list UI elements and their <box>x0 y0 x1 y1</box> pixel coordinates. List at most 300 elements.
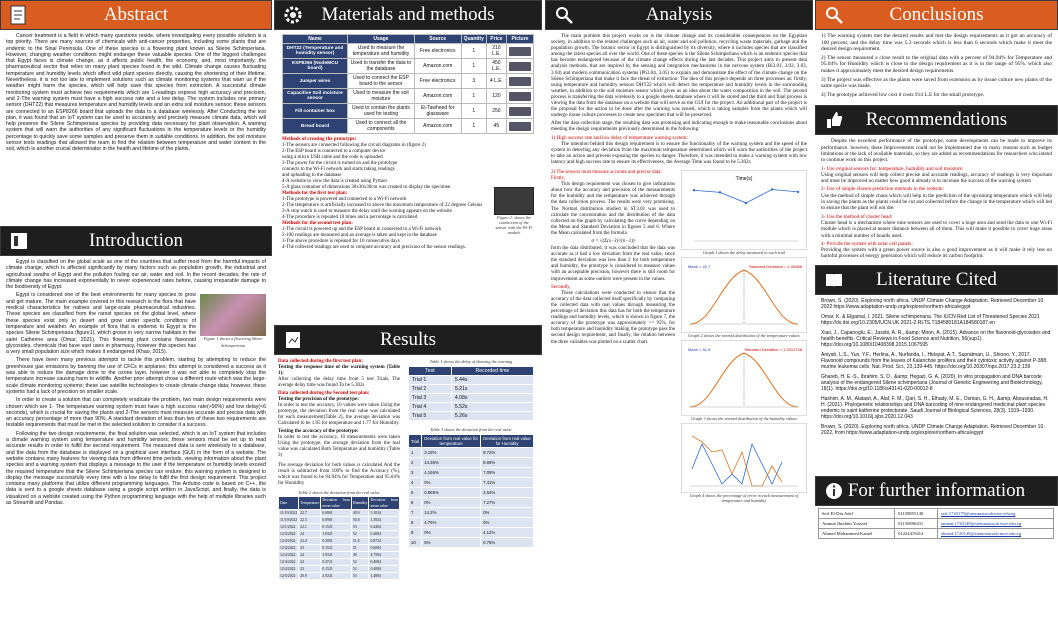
table-3-cell: 14.2% <box>422 508 481 518</box>
analysis-heading-2: 2) The sensors must measure accurate and precise data: <box>551 169 662 175</box>
further-title: For further information <box>847 479 1026 501</box>
intro-paragraph-3: There have been many previous attempts to tackle this problem, starting by attempting to reduce the greenhouse gas emissions by banning the use of CFCs in airplanes; this attempt is considered a success as it was able to reduce the damage done to the ozone layer, however it was not able to completely stop the temperature increase causing harm to wildlife. Another prior attempt chose a different route which was the large-scale climate monitoring systems; these use satellite technologies to create climate change data; however, these systems had a lack of precision on smaller scale. <box>6 357 266 395</box>
table-2-cell: 52 <box>351 531 369 538</box>
materials-cell: 4 L.E. <box>486 74 506 89</box>
table-3-cell: 0% <box>422 498 481 508</box>
table-2-cell: 0.6084 <box>369 545 400 552</box>
results-section <box>274 357 542 582</box>
graph-1-point <box>693 189 695 191</box>
table-2-cell: 1.4884 <box>369 573 400 580</box>
table-2-cell: 20.9 <box>299 573 321 580</box>
magnifier-icon <box>818 1 850 29</box>
materials-cell: Bread board <box>283 119 348 134</box>
graph-4 <box>681 423 807 493</box>
abstract-header <box>0 0 272 30</box>
table-3 <box>408 434 534 548</box>
rec-heading-4: 4- Provide the system with solar cell panels: <box>821 240 913 247</box>
analysis-paragraph-3: The intention behind this design requirement is to ensure the functionality of the warning system and the speed of the system in detecting any deviation from the maximum temperature determined which will warn the authorities of the project to take an action and prevent exposing the species to danger. Therefore, it was intended to make a warning system with low latency and high success rate to ensure its effectiveness, the Average Time was found to be 5.302s <box>551 140 807 165</box>
materials-cell: 1 <box>461 119 486 134</box>
table-3-cell: 1 <box>409 448 422 458</box>
table-2-cell: 24 <box>299 531 321 538</box>
table-3-row <box>409 508 534 518</box>
rec-paragraph-4: Providing the system with a green power source is also a good improvement as it will make it rely less on harmful processes of energy generation which will reduce its carbon footprint. <box>821 247 1052 260</box>
contact-cell: Ammar Ibrahim Youssef <box>819 518 895 528</box>
results-second-body: In order to test the accuracy, 10 values were taken Using the prototype, the deviation from the real value was calculated for each measurement(Table 2), the average deviation was Calculated to be 1.05 for temperature and 1.77 for Humidity. <box>278 403 400 426</box>
analysis-text-top <box>545 30 813 170</box>
table-3-cell: 5% <box>422 538 481 548</box>
rec-intro: Despite the excellent performance of the prototype, some developments can be made to improve its performance. however, these Improvements could not be implemented due to many reasons such as budget limitations or the lack of available materials, so they are added as recommendations for researchers who intend to continue work on this project. <box>821 138 1052 164</box>
table-1-cell: Trial 5 <box>409 412 452 421</box>
graph-3-mean: Mean = 51.5 <box>688 346 711 352</box>
results-second-sub: Testing the precision of the prototype: <box>278 397 359 402</box>
column-2 <box>274 0 542 628</box>
rec-paragraph-1: Using original sensors will help collect precise and accurate readings, accuracy of readings is very important and must be improved no matter how good it already is to increase the success of the warning system <box>821 171 1052 185</box>
table-2-cell: 22 <box>299 559 321 566</box>
materials-cell: 1 <box>461 89 486 104</box>
table-3-row <box>409 528 534 538</box>
method-step: 1-The prototype is powered and connected to a Wi-Fi network <box>282 197 407 202</box>
table-2-row <box>279 545 400 552</box>
method-step: 2-The temperature is artificially increased to above the maximum temperature of 22 degrees Celsius <box>282 203 483 208</box>
table-2-cell: 51 <box>351 545 369 552</box>
intro-paragraph-2: Egypt is considered one of the best environments for many species to grow and get mature. The main example covered in this research is the flora that have medical characteristics for natives and large-scale pharmaceutical industries. These species are classified from the rarest species on the global level, where these species exist only in desert and grow under specific conditions of temperature and weather. An example of flora that is endemic to Egypt is the species Silene Schimperiana (figure1), which grows in very narrow habitats in the saint Catherine area (Omar, 2021). This flowering plant contains flavonoid glycosides, chemicals that have vast uses in pharmacy, however this species has a very small population size which makes it endangered (Khao, 2015). <box>6 292 196 356</box>
table-3-row <box>409 518 534 528</box>
reference-item: Ghareb, H. E.-S., Ibrahim, S. D., &amp; Hegazi, G. A. (2020). In vitro propagation and DNA barcode analysis of the endangered Silene schimperiana (Journal of Genetic Engineering and Biotechnology, 18(1). https://doi.org/10.1186/s43141-020-00012-8 <box>821 373 1043 392</box>
table-2-header-cell: Deviation from mean value <box>370 498 398 508</box>
materials-cell: El-Tawheed for glassware <box>414 104 461 119</box>
table-2-cell: 0.4084 <box>369 559 400 566</box>
introduction-icon <box>3 227 35 255</box>
results-third-body-2: The average deviation for both values is calculated And the result is subtracted from 100% to find the Accuracy (%), which was found to be 94.94% for Temperature and 95.04% for Humidity <box>278 463 400 486</box>
thumbs-up-icon <box>818 106 850 134</box>
table-3-cell: 2 <box>409 458 422 468</box>
table-2-cell: 53 <box>351 524 369 531</box>
component-picture <box>506 74 533 89</box>
table-2-cell: 12/4/2022 <box>279 552 299 559</box>
graph-3-caption: Graph 3 shows the normal distribution of the humidity values <box>691 415 797 421</box>
silene-flower-image <box>200 294 266 336</box>
table-2-cell: 12/5/2022 <box>279 573 299 580</box>
table-2-cell: 51.6 <box>351 538 369 545</box>
table-3-row <box>409 448 534 458</box>
materials-cell: 120 <box>486 89 506 104</box>
graph-2-mean: Mean = 22.7 <box>688 263 711 269</box>
materials-cell: Used to measure the soil moisture <box>348 89 415 104</box>
table-3-cell: 3.18% <box>422 448 481 458</box>
table-2 <box>278 496 400 580</box>
table-2-row <box>279 510 400 517</box>
materials-cell: 250 <box>486 104 506 119</box>
column-4 <box>815 0 1058 628</box>
table-2-cell: 12/4/2022 <box>279 566 299 573</box>
materials-cell: 3 <box>461 74 486 89</box>
materials-cell: Used to measure the temperature and humidity <box>348 44 415 59</box>
table-3-cell: 14.36% <box>422 458 481 468</box>
component-picture <box>506 44 533 59</box>
rec-heading-3: 3- Use the method of cluster head: <box>821 213 893 220</box>
table-2-cell: 53 <box>351 573 369 580</box>
table-3-cell: 0% <box>481 518 534 528</box>
results-text <box>274 357 404 582</box>
table-1-cell: Trial 4 <box>409 403 452 412</box>
graph-3-sd: Standard Deviation = 1.3312748 <box>744 346 802 352</box>
table-1-header-cell: Test <box>409 367 452 376</box>
column-3 <box>545 0 813 628</box>
table-3-header-cell: Deviation from real value for Humidity <box>481 435 534 448</box>
figure-2 <box>494 187 534 251</box>
reference-item: Xiao, J., Capanoglu, E., Jassbi, A. R., &amp; Miron, A. (2015). Advance on the flavonoid-glycosides and health benefits. Critical Reviews in Food Science and Nutrition, 56(sup1). https://doi.org/10.1080/10408398.2015.1067595 <box>821 329 1051 348</box>
materials-row <box>283 119 534 134</box>
abstract-icon <box>3 1 35 29</box>
table-1-row <box>409 403 534 412</box>
materials-cell: Jumper wires <box>283 74 348 89</box>
table-3-cell: 7.05% <box>481 468 534 478</box>
analysis-heading-1: 1) High success rate and low delay of temperature warning system: <box>551 134 688 141</box>
intro-paragraph-5: Following the two design requirements, the final solution was selected, which is an IoT system that includes a climate warning system using temperature and humidity sensors; these sensors must be set up to read accurate results in order to fulfill the second requirement. The measured data is sent wirelessly to a database, and the data from the database is displayed on a graphical user interface (GUI) in the form of a website. The website contains many features for viewing data from different time periods, viewing information about the plant species and a warning system that displays a message to the user if the temperature or humidity levels exceed the required temperature that the Silene Schimperiana species can endure; this warning system is designed to display the message successfully every time with a low delay to fulfil the first design requirement. This project contains many platforms that utilize different programming languages. The Arduino code is based on C++, the data is sent to a google sheets database using a google script written in JavaScript, and finally, the data is visualized on a website created using the Python programming language with the help of multiple libraries such as Streamlit and Pandas. <box>6 430 266 506</box>
figure-1 <box>200 294 266 349</box>
table-2-cell: 23 <box>299 566 321 573</box>
table-3-cell: 0.76% <box>481 538 534 548</box>
table-3-row <box>409 458 534 468</box>
graph-3-svg <box>682 341 806 415</box>
component-picture <box>506 59 533 74</box>
column-1 <box>0 0 272 628</box>
graph-3 <box>681 340 807 416</box>
info-icon <box>818 477 850 505</box>
graph-1-line <box>694 189 798 202</box>
component-picture <box>506 104 533 119</box>
table-3-cell: 2.64% <box>481 488 534 498</box>
table-3-row <box>409 498 534 508</box>
analysis-secondly: Secondly, <box>551 284 571 290</box>
table-3-cell: 0.869% <box>422 488 481 498</box>
conclusion-item: 1) The warning system met the desired results and met the design requirements as it got an accuracy of 100 percent, and the delay time was 5.3 seconds which is less than 6 seconds which make it meet the desired design requirement. <box>821 33 1052 53</box>
graph-4-svg <box>682 424 806 492</box>
table-2-cell: 12/1/2022 <box>279 524 299 531</box>
table-2-cell: 0.4721 <box>321 559 352 566</box>
table-2-cell: 12/4/2022 <box>279 538 299 545</box>
table-3-row <box>409 478 534 488</box>
abstract-title: Abstract <box>103 4 169 25</box>
introduction-body <box>0 256 272 511</box>
graph-1 <box>681 170 807 250</box>
results-icon <box>277 326 309 354</box>
table-3-cell: 8.99% <box>481 458 534 468</box>
table-3-cell: 4.12% <box>481 528 534 538</box>
method-step: 2-100 readings are measured and an average is taken and kept in the database <box>282 233 437 238</box>
analysis-header <box>545 0 813 30</box>
table-3-header-cell: Deviation from real value for temperature <box>422 435 481 448</box>
analysis-paragraph-2: After the data collection stage, the resulting data was promising and indicating enough to make reasonable conclusions about meeting the design requirements previously determined in the following: <box>551 120 807 133</box>
introduction-title: Introduction <box>89 230 183 251</box>
table-2-cell: 0.0001 <box>321 510 352 517</box>
table-2-row <box>279 538 400 545</box>
table-2-cell: 1.9321 <box>321 531 352 538</box>
table-2-row <box>279 573 400 580</box>
abstract-body <box>0 30 272 226</box>
table-2-cell: 0.4084 <box>369 531 400 538</box>
table-2-cell: 23 <box>299 545 321 552</box>
table-2-row <box>279 531 400 538</box>
magnifier-icon <box>548 1 580 29</box>
materials-cell: Amazon.com <box>414 89 461 104</box>
table-2-row <box>279 566 400 573</box>
contact-row <box>819 518 1054 528</box>
materials-row <box>283 59 534 74</box>
literature-body <box>815 295 1058 476</box>
table-2-header-cell: Deviation from mean value <box>322 498 350 508</box>
method-step: 4-The collected readings are used to compute accuracy and precision of the sensor readings. <box>282 245 467 250</box>
table-1-row <box>409 376 534 385</box>
analysis-paragraph-6: These calculations were conducted to ensure that the accuracy of the data collected itself specifically by comparing the collected data with real values through measuring the percentage of deviation this data has for both the temperature readings and humidity levels, which is shown in figure 7, the accuracy of the prototype was approximately >= 95%, for both temperature and humidity making the prototype pass the second design requirement, and finally, the relation between the three variables was plotted on a scatter chart. <box>551 290 675 345</box>
materials-cell: 450 L.E. <box>486 59 506 74</box>
table-3-cell: 7.27% <box>481 498 534 508</box>
graph-1-point <box>771 188 773 190</box>
contact-email-link[interactable]: ammar.1720148@stemmatrouh.moe.edu.eg <box>937 518 1053 528</box>
table-2-cell: 12/4/2022 <box>279 559 299 566</box>
rec-paragraph-3: Cluster head is a mechanism where nine sensors are used to cover a huge area and send the data to one Wi-Fi module which is placed at nearer distance between all of them. This will make it possible to cover huge areas with a minimal number of boards used. <box>821 219 1052 239</box>
analysis-paragraph-5: form the data distributed, it was concluded that the data was accurate as it had a low deviation from the real value, since the standard deviation was less than 2 for both temperature and humidity, the prototype is considered to measure values with an acceptable precision, however there is still room for improvement as some outliers were present in the values. <box>551 246 675 282</box>
method-step: 4-A website to view the data is created using Python <box>282 179 387 184</box>
graph-1-point <box>719 191 721 193</box>
table-2-cell: 22.1 <box>299 524 321 531</box>
materials-cell: Fill container box <box>283 104 348 119</box>
materials-cell: Free electronics <box>414 44 461 59</box>
materials-cell: Free electronics <box>414 74 461 89</box>
table-1-cell: Trial 2 <box>409 385 452 394</box>
materials-cell: Amazon.com <box>414 119 461 134</box>
table-2-cell: 0.1521 <box>321 545 352 552</box>
recommendations-body <box>815 135 1058 264</box>
materials-cell: 1 <box>461 59 486 74</box>
table-2-cell: 52 <box>351 559 369 566</box>
table-1-cell: 4.08s <box>451 394 533 403</box>
materials-cell: Used to contain the plants used for testing <box>348 104 415 119</box>
table-3-cell: 10 <box>409 538 422 548</box>
gear-icon <box>277 1 309 29</box>
table-2-cell: 1.9321 <box>321 552 352 559</box>
table-2-cell: 50.8 <box>351 517 369 524</box>
graph-2-caption: Graph 2 shows the normal distribution of the temperature values <box>688 332 800 338</box>
component-picture <box>506 119 533 134</box>
table-1-header-cell: Recorded time <box>451 367 533 376</box>
contact-cell: Ahmed Mohammed Kamel <box>819 528 895 538</box>
literature-title: Literature Cited <box>876 268 997 290</box>
analysis-text-left <box>551 170 675 503</box>
methods-title: Methods of creating the prototype: <box>282 137 357 142</box>
table-2-header-cell: Temperature <box>299 497 321 510</box>
table-3-row <box>409 538 534 548</box>
materials-cell: 210 L.E. <box>486 44 506 59</box>
materials-header-cell: Price <box>486 35 506 44</box>
method-step: 1-The sensors are connected following the circuit diagrams in (figure 2) <box>282 143 426 148</box>
reference-item: Hashim, A. M., Alatawi, A., Alaf, F. M., Qari, S. H., Elhady, M. E., Osman, G. H., &amp; Abouseadaa, H. H. (2021). Phylogenetic relationships and DNA barcoding of nine endangered medicinal plant species endemic to saint katherine protectorate. Saudi Journal of Biological Sciences, 28(3), 1919–1930. https://doi.org/10.1016/j.sjbs.2020.12.043 <box>821 395 1049 420</box>
table-2-cell: 0.0901 <box>321 517 352 524</box>
method-step: connects to the Wi-Fi network and starts taking readings <box>282 167 395 172</box>
table-1 <box>408 366 534 421</box>
book-icon <box>818 266 850 294</box>
table-1-cell: 5.52s <box>451 403 533 412</box>
materials-row <box>283 89 534 104</box>
table-2-caption: Table 2 shows the deviation from the real value <box>298 490 380 495</box>
rec-heading-1: 1- Use original sensors for: temperature, humidity and soil moisture: <box>821 165 964 172</box>
abstract-paragraph: Cancer treatment is a field in which many questions reside, where investigating every possible solution is a top priority. There are many sources of chemicals with anti-cancer properties, including some plants that are endemic to the Sinai Peninsula. One of these species is a flowering plant known as Silene Schimperiana. However, changing weather conditions might endanger these valuable species. One of the biggest challenges that Egypt faces is climate change, as it affects public health, the economy, and, most importantly, the pharmaceutical sector that relies on many plant species found in the wild. Climate change causes fluctuating temperature and humidity levels which affect wild plant species directly, causing the shortening of their lifetime. Nevertheless, it is not too late to implement solutions such as climate monitoring systems that warn us if the weather might harm the species, which will help save this species from extinction. A successful climate monitoring system must achieve two requirements which are 1-readings express high accuracy and precision, and 2-The warning system must have a high success rate and a low delay. The system includes one primary sensor (DHT22) that measures temperature and humidity levels and an extra soil moisture sensor; these sensors are connected to an ESP8266 board that uploads the data to a database wirelessly. After Conducting the test plan, it was found that an IoT system can be used to accurately and precisely measure climate data, which will help preserve the Silene Schimperiana species by providing data necessary for plant observation. A warning system that will warn the authorities of any significant fluctuations in the temperature levels or the humidity percentage to quickly save some samples and preserve them in suitable conditions. In addition, the soil moisture sensor tests readings that allowed the team to find the relation between temperature and water content in the soil, which is another crucial determinator in the health and lifetime of the plants. <box>6 33 266 153</box>
table-3-cell: 0% <box>481 508 534 518</box>
methods-text <box>282 137 491 251</box>
table-3-cell: 9.72% <box>481 448 534 458</box>
method-step: 1-The circuit is powered up and the ESP board in connected to a Wi-Fi network <box>282 227 442 232</box>
reference-item: Brown, S. (2020). Exploring north africa. UNDP Climate Change Adaptation. Retrieved December 10, 2022, from https://www.adaptation-undp.org/explore/northern-africa/egypt <box>821 423 1045 436</box>
recommendations-title: Recommendations <box>865 109 1008 131</box>
materials-cell: Used to transfer the data to the database <box>348 59 415 74</box>
table-3-caption: Table 3 shows the deviation from the real value <box>430 427 512 432</box>
sd-formula: σ = √(Σ(x−x̄)²/(n−1)) <box>591 239 635 244</box>
conclusion-item: 4) The prototype achieved low cost it costs 914 L.E for the small prototype. <box>821 91 985 98</box>
rec-heading-2: 2- Use of simple chosen prediction methods in the website: <box>821 186 944 193</box>
table-2-cell: 12/4/2022 <box>279 545 299 552</box>
table-2-row <box>279 524 400 531</box>
table-3-cell: 4.76% <box>422 518 481 528</box>
table-2-cell: 1.3924 <box>369 517 400 524</box>
rec-paragraph-2: Use the method of simple chaos which will help in the prediction of the upcoming temperature which will help in saving the plants as the plants could be cut and collected before the change in the temperature which will led to ensure that the plant will not die. <box>821 192 1052 212</box>
analysis-title: Analysis <box>645 4 713 25</box>
materials-cell: Used to connect all the components <box>348 119 415 134</box>
table-2-header-cell: Date <box>279 497 299 510</box>
method-step: 2-The ESP board is connected to a computer device <box>282 149 386 154</box>
table-3-cell: 4 <box>409 478 422 488</box>
table-1-row <box>409 412 534 421</box>
intro-paragraph-4: In order to create a solution that can completely eradicate the problem, two main design requirements were chosen which are 1- The temperature warning system must have a high success rate(>90%) and low delay(<6 seconds), which is crucial for saving the plants and 2-The sensors must measure accurate and precise data with an accuracy percentage of more than 90%. A standard deviation of less than two of these two requirements are testable requirements that must be met in the selected solution to consider it a success. <box>6 397 266 429</box>
second-plan-title: Methods for the second test plan: <box>282 221 353 226</box>
method-step: 3-The power for the circuit is turned on and the prototype <box>282 161 398 166</box>
table-3-cell: 7.41% <box>481 478 534 488</box>
table-3-cell: 6 <box>409 498 422 508</box>
table-1-caption: Table 1 shows the delay of showing the warning <box>429 359 513 364</box>
figure-2-caption: Figure 2: shows the connection of the sensor with the Wi-Fi module <box>495 215 533 235</box>
table-1-cell: 5.44s <box>451 376 533 385</box>
materials-header-cell: Quantity <box>461 35 486 44</box>
results-third-sub: Testing the accuracy of the prototype: <box>278 429 359 434</box>
materials-row <box>283 104 534 119</box>
reference-item: Brown, S. (2020). Exploring north africa. UNDP Climate Change Adaptation. Retrieved December 10, 2022 https://www.adaptation-undp.org/explore/northern-africa/egypt <box>821 297 1045 310</box>
materials-cell: 1 <box>461 44 486 59</box>
table-3-header-cell: Trial <box>409 435 422 448</box>
table-2-cell: 52 <box>351 566 369 573</box>
graph-1-svg <box>682 171 806 249</box>
method-step: and uploading to the database <box>282 173 342 178</box>
materials-cell: Capacitive Soil moisture sensor <box>283 89 348 104</box>
materials-header <box>274 0 542 30</box>
table-1-cell: Trial 3 <box>409 394 452 403</box>
graph-4-caption: Graph 4 shows the percentage of error in each measurement of temperature and humidity <box>689 492 799 503</box>
table-2-cell: 3.1034 <box>369 510 400 517</box>
table-2-row <box>279 517 400 524</box>
table-2-row <box>279 552 400 559</box>
table-2-cell: 0.8724 <box>369 538 400 545</box>
materials-cell: 1 <box>461 104 486 119</box>
first-plan-title: Methods for the first test plan: <box>282 191 348 196</box>
table-2-cell: 49.9 <box>351 510 369 517</box>
results-second-head: Data collected during the Second test plan: <box>278 391 370 396</box>
recommendations-header <box>815 105 1058 135</box>
method-step: 3-The above procedure is repeated for 10 consecutive days <box>282 239 400 244</box>
table-3-cell: 0% <box>422 528 481 538</box>
contact-cell: 01224419414 <box>895 528 938 538</box>
contact-table <box>818 508 1054 539</box>
analysis-firstly: Firstly, <box>551 176 565 182</box>
table-2-cell: 22.4 <box>299 538 321 545</box>
conclusions-title: Conclusions <box>889 4 984 25</box>
table-1-cell: Trial 1 <box>409 376 452 385</box>
table-3-cell: 5 <box>409 488 422 498</box>
graph-2-sd: Standard Deviation = 1.06386 <box>748 263 802 269</box>
table-2-row <box>279 559 400 566</box>
results-tables <box>404 357 538 582</box>
analysis-paragraph-1: The main problem this project works on is the climate change and its considerable consequences on the Egyptian society, in addition to the related challenges such as air, water and soil pollution, recycling waste materials, garbage and the population growth. The botanic sector in Egypt is distinguished by its diversity, where it includes species that are classified among the rarest species all over the world. One of these species is the Silene Schimperiana which is an endemic species that has become endangered because of the climate change effects during the last decades. This project aims to present data analysis methods, that are inspired by the sensing and integration mechanisms in the nervous system (Bi3.01, 3.02, 3.03, 3.04) and modern communication systems (Ph3.04, 3.05) to explain and demonstrate the effect of the climate change on the Silene Schimperiana that make it face the threat of extinction. The idea of this project depends on three processes as: firstly, using temperature and humidity sensors DHT22 which will detect the temperature and humidity levels in the surrounding weather, in addition to the soil moisture sensor which gives us an idea about the water composition in the soil. The second process is transferring the data wirelessly to a google sheets database where it will be stored and the third and final process is viewing the data from the database on a website that will serve as the GUI for the project. An additional part of the project is the proposal for the action to be done after the warning was issued, which is taking samples from the plants which will undergo tissue culture processes to create new specimen that will be preserved. <box>551 33 807 119</box>
conclusion-item: 2) The sensor measured a close result to the original data with a percent of 94.94% for Temperature and 95.04% for Humidity which is close to the design requirement as it is in the range of 95%. which also makes it approximately meet the desired design requirements. <box>821 54 1052 74</box>
table-3-cell: 7 <box>409 508 422 518</box>
conclusions-body <box>815 30 1058 103</box>
reference-item: Aniyah, L.S., Yun, Y.F., Herlina, A., Nurfarida, I., Hidayat, A.T., Supratman, U., Shiono, Y., 2017. Flavonoid compounds from the leaves of Kalanchoe prolifera and their cytotoxic activity against P-388 murine leukemia cells. Nat. Prod. Sci., 23,139-445. https://doi.org/10.20307/nps.2017.23.2.139 <box>821 351 1047 370</box>
results-first-sub: Testing the response time of the warning system (Table 1): <box>278 365 400 376</box>
table-3-cell: 3 <box>409 468 422 478</box>
contact-email-link[interactable]: ahmed.1720149@stemmatrouh.moe.edu.eg <box>937 528 1053 538</box>
method-step: 5-A glass container of dimensions 30x30x30cm was created to display the specimen <box>282 185 451 190</box>
materials-cell: Amazon.com <box>414 59 461 74</box>
conclusion-item: 3) The project was effective as the plants were saved from extension as by tissue culture new plants of the same specie was made. <box>821 76 1052 90</box>
graph-1-caption: Graph 1 shows the delay measured in each trial <box>702 249 786 255</box>
table-2-cell: 0.4404 <box>369 524 400 531</box>
materials-cell: Used to connect the ESP board to the sensor <box>348 74 415 89</box>
table-2-cell: 49 <box>351 552 369 559</box>
materials-cell: 45 <box>486 119 506 134</box>
table-3-cell: 0% <box>422 478 481 488</box>
contact-cell: 01158855148 <box>895 508 938 518</box>
materials-header-cell: Name <box>283 35 348 44</box>
table-2-cell: 22.3 <box>299 517 321 524</box>
table-1-cell: 5.21s <box>451 385 533 394</box>
results-third-body: In order to test the accuracy, 10 measurements were taken Using the prototype, the average deviation from the real value was calculated Both Temperature and humidity (Table 3) <box>278 435 400 458</box>
component-picture <box>506 89 533 104</box>
analysis-lower <box>545 170 813 503</box>
materials-row <box>283 74 534 89</box>
graph-1-point <box>797 191 799 193</box>
materials-cell: DHT22 (Temperature and humidity sensor) <box>283 44 348 59</box>
table-3-cell: 4.166% <box>422 468 481 478</box>
method-step: 4-The procedure is repeated 10 times and a percentage is calculated <box>282 215 418 220</box>
table-1-row <box>409 394 534 403</box>
graph-2 <box>681 257 807 333</box>
table-2-cell: 12/3/2022 <box>279 531 299 538</box>
table-2-cell: 2.9241 <box>321 573 352 580</box>
table-2-cell: 0.5001 <box>321 538 352 545</box>
table-2-cell: 11/19/2022 <box>280 518 298 522</box>
table-2-cell: 22.7 <box>299 510 321 517</box>
conclusions-header <box>815 0 1058 30</box>
materials-row <box>283 44 534 59</box>
intro-paragraph-1: Egypt is classified on the global scale as one of the countries that suffer most from the harmful impacts of climate change, which is affected significantly by many factors such as population growth, the industrial and agricultural swaths of Egypt and the pollution fouling our air, water and soil. In the recent decades, the rate of climate change has increased exponentially to never experienced rates before, causing irreparable damage to the biodiversity of Egypt. <box>6 259 266 291</box>
figure-1-caption: Figure 1 shows a flowering Silene Schimperiana <box>203 336 263 348</box>
table-2-cell: 4.7584 <box>369 552 400 559</box>
literature-header <box>815 265 1058 295</box>
materials-header-cell: Picture <box>506 35 533 44</box>
graph-2-svg <box>682 258 806 332</box>
contact-cell: Seif El-Din Adel <box>819 508 895 518</box>
contact-email-link[interactable]: seif.1720179@stemmatrouh.moe.edu.eg <box>937 508 1053 518</box>
graph-1-point <box>745 202 747 204</box>
table-2-cell: 11/19/2022 <box>280 511 298 515</box>
materials-section <box>274 30 542 255</box>
